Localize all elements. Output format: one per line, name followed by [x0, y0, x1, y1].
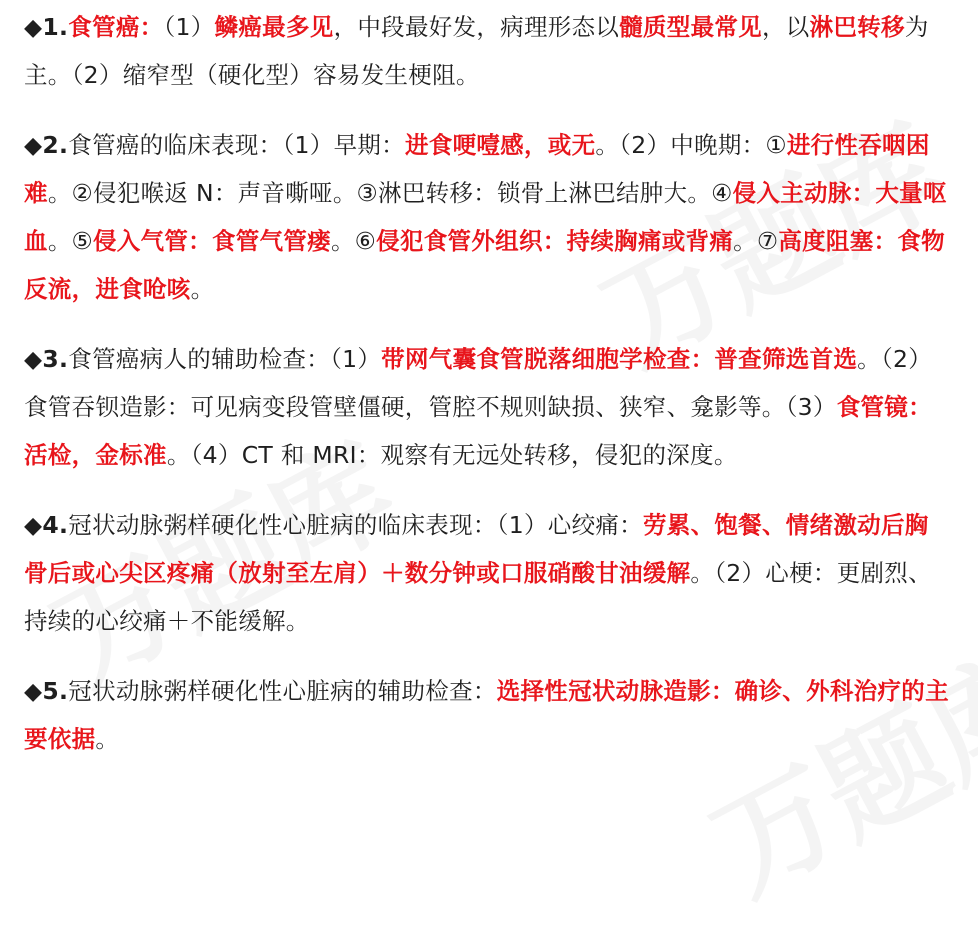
highlighted-text: 淋巴转移: [809, 13, 905, 41]
body-text: 食管癌病人的辅助检查：（1）: [68, 345, 382, 373]
highlighted-text: 侵入主动脉：大量呕血: [24, 179, 947, 255]
body-text: 。⑦: [733, 227, 779, 255]
body-text: ，以: [762, 13, 810, 41]
body-text: 。（4）CT 和 MRI：观察有无远处转移，侵犯的深度。: [166, 441, 738, 469]
highlighted-text: 鳞癌最多见: [214, 13, 334, 41]
highlighted-text: 选择性冠状动脉造影：确诊、外科治疗的主要依据: [24, 677, 949, 753]
body-text: 。（2）食管吞钡造影：可见病变段管壁僵硬，管腔不规则缺损、狭窄、龛影等。（3）: [24, 345, 933, 421]
body-text: 。②侵犯喉返 N：声音嘶哑。③淋巴转移：锁骨上淋巴结肿大。④: [47, 179, 733, 207]
highlighted-text: 进食哽噎感，或无: [404, 131, 596, 159]
diamond-bullet-icon: ◆: [24, 677, 43, 705]
highlighted-text: 侵入气管：食管气管瘘: [92, 227, 331, 255]
note-paragraph: [24, 667, 950, 763]
body-text: 。⑥: [330, 227, 377, 255]
body-text: 。: [95, 725, 120, 753]
paragraph-number: 2.: [42, 131, 69, 159]
body-text: 。: [190, 275, 215, 303]
paragraph-number: 5.: [42, 677, 69, 705]
body-text: 冠状动脉粥样硬化性心脏病的辅助检查：: [68, 677, 497, 705]
paragraph-number: 1.: [42, 13, 69, 41]
highlighted-text: 食管镜：活检，金标准: [24, 393, 932, 469]
note-paragraph: [24, 3, 950, 99]
body-text: 冠状动脉粥样硬化性心脏病的临床表现：（1）心绞痛：: [68, 511, 643, 539]
body-text: 为主。（2）缩窄型（硬化型）容易发生梗阻。: [24, 13, 929, 89]
note-paragraph: [24, 335, 950, 479]
body-text: （1）: [163, 13, 215, 41]
highlighted-text: 侵犯食管外组织：持续胸痛或背痛: [376, 227, 734, 255]
diamond-bullet-icon: ◆: [24, 345, 43, 373]
diamond-bullet-icon: ◆: [24, 131, 43, 159]
body-text: 。⑤: [47, 227, 93, 255]
highlighted-text: 髓质型最常见: [619, 13, 762, 41]
paragraph-number: 3.: [42, 345, 69, 373]
diamond-bullet-icon: ◆: [24, 511, 43, 539]
note-paragraph: [24, 121, 950, 313]
highlighted-text: 进行性吞咽困难: [24, 131, 930, 207]
highlighted-text: 带网气囊食管脱落细胞学检查：普查筛选首选: [381, 345, 858, 373]
body-text: 。（2）心梗：更剧烈、持续的心绞痛＋不能缓解。: [24, 559, 932, 635]
note-paragraph: [24, 501, 950, 645]
highlighted-text: 食管癌：: [68, 13, 164, 41]
diamond-bullet-icon: ◆: [24, 13, 43, 41]
body-text: 。（2）中晚期：①: [595, 131, 787, 159]
body-text: ，中段最好发，病理形态以: [333, 13, 620, 41]
highlighted-text: 劳累、饱餐、情绪激动后胸骨后或心尖区疼痛（放射至左肩）＋数分钟或口服硝酸甘油缓解: [24, 511, 929, 587]
body-text: 食管癌的临床表现：（1）早期：: [68, 131, 405, 159]
paragraph-number: 4.: [42, 511, 69, 539]
highlighted-text: 高度阻塞：食物反流，进食呛咳: [24, 227, 945, 303]
